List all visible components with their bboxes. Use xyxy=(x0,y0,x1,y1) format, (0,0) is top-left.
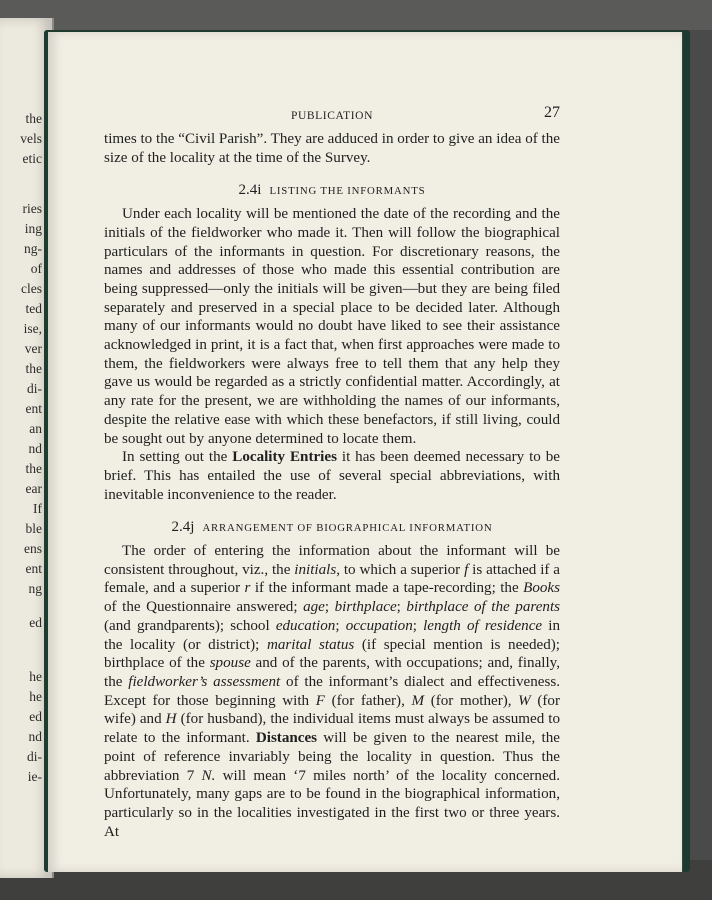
section-number: 2.4i xyxy=(238,182,262,199)
text-run: (if special mention is needed); birthplace of the xyxy=(104,636,561,672)
left-page-text-fragment: ear xyxy=(25,481,42,496)
left-page-text-fragment: ing xyxy=(24,221,42,236)
paragraph-intro: times to the “Civil Parish”. They are adduced in order to give an idea of the size of the locality at the time of the Survey. xyxy=(104,131,560,166)
left-page-text-fragment: etic xyxy=(22,151,42,166)
text-run: ; xyxy=(335,617,346,634)
left-page-text-fragment: ble xyxy=(25,521,42,536)
text-run: of the informant’s dialect and effectiveness. Except for those beginning with xyxy=(104,673,560,709)
paragraph-order-of-entries xyxy=(104,542,560,841)
text-run: ; xyxy=(396,599,407,616)
italic-term: r xyxy=(244,580,251,597)
text-run: of the Questionnaire answered; xyxy=(104,599,304,616)
left-page-text-fragment: the xyxy=(25,111,42,126)
text-run: in the locality (or district); xyxy=(104,617,561,653)
text-run: will be given to the nearest mile, the point of reference invariably being the locality in question. Thus the abbreviation 7 xyxy=(104,730,560,784)
left-page-text-fragment: ent xyxy=(25,561,42,576)
left-page-text-fragment: If xyxy=(33,501,42,516)
text-run: (for mother), xyxy=(424,692,519,709)
left-page-text-fragment: ries xyxy=(22,201,42,216)
text-run: is attached if a female, and a superior xyxy=(104,561,560,597)
page-number: 27 xyxy=(544,104,560,121)
section-title: LISTING THE INFORMANTS xyxy=(269,185,426,198)
italic-term: age xyxy=(303,599,325,616)
paragraph-locality-entries xyxy=(104,448,560,504)
text-run: ; xyxy=(324,599,335,616)
italic-term: initials xyxy=(294,561,337,578)
italic-term: fieldworker’s assessment xyxy=(128,673,281,690)
text-run: (for wife) and xyxy=(104,692,560,728)
italic-term: H xyxy=(165,711,177,728)
text-run: The order of entering the information about the informant will be consistent throughout, viz., the xyxy=(104,543,560,578)
section-title: ARRANGEMENT OF BIOGRAPHICAL INFORMATION xyxy=(202,522,493,535)
text-run: (and grandparents); school xyxy=(104,617,276,634)
italic-term: Books xyxy=(523,580,560,597)
italic-term: spouse xyxy=(209,655,251,672)
italic-term: M xyxy=(411,692,425,709)
italic-term: education xyxy=(275,617,336,634)
section-number: 2.4j xyxy=(171,519,195,536)
left-page-text-fragment: cles xyxy=(21,281,42,296)
left-page-text-fragment: ens xyxy=(24,541,42,556)
text-run: will mean ‘7 miles north’ of the locality concerned. Unfortunately, many gaps are to be found in the biographical information, particularly so in the localities investigated in the first two or three years. At xyxy=(104,767,560,840)
left-page-text-fragment: ed xyxy=(29,615,42,630)
backdrop-top xyxy=(0,0,712,30)
running-head xyxy=(104,104,560,124)
bold-term-locality-entries: Locality Entries xyxy=(232,449,337,466)
italic-term: f xyxy=(464,561,469,578)
left-page-text-fragment: ted xyxy=(25,301,42,316)
left-page-text-fragment: he xyxy=(29,669,42,684)
left-page-text-fragment: di- xyxy=(27,749,42,764)
italic-term: W xyxy=(518,692,531,709)
left-page-text-fragment: the xyxy=(25,361,42,376)
left-page-text-fragment: nd xyxy=(28,729,42,744)
left-page-text-fragment: ng xyxy=(28,581,42,596)
italic-term: birthplace of the parents xyxy=(406,599,561,616)
paragraph-informants: Under each locality will be mentioned the date of the recording and the initials of the fieldworker who made it. Then will follow the biographical particulars of the informants in question. For discretionary reasons, the names and addresses of those who made this essential contribution are being suppressed—only the initials will be given—but they are being filed separately and preserved in a special place to be decided later. Although many of our informants would no doubt have liked to see their assistance acknowledged in print, it is a fact that, when first approaches were made to them, the fieldworkers were always free to tell them that any help they gave us would be regarded as a strictly confidential matter. Accordingly, at any rate for the present, we are withholding the names of our informants, despite the relative ease with which these benefactors, if still living, could be sought out by anyone determined to locate them. xyxy=(104,206,560,447)
italic-term: N. xyxy=(201,767,216,784)
bold-term-distances: Distances xyxy=(255,730,318,747)
text-run: (for father), xyxy=(324,692,412,709)
italic-term: F xyxy=(315,692,325,709)
left-page-text-fragment: vels xyxy=(20,131,42,146)
section-heading-biographical-information xyxy=(104,518,560,538)
left-page-text-fragment: the xyxy=(25,461,42,476)
left-page-text-fragment: ise, xyxy=(23,321,42,336)
left-page-text-fragment: di- xyxy=(27,381,42,396)
left-page-text-fragment: ent xyxy=(25,401,42,416)
left-page-text-fragment: ie- xyxy=(27,769,42,784)
text-run: and of the parents, with occupations; and, finally, the xyxy=(104,655,561,690)
left-page-text-fragment: nd xyxy=(28,441,42,456)
italic-term: birthplace xyxy=(334,599,397,616)
text-run: , to which a superior xyxy=(336,561,465,578)
page-content xyxy=(104,104,560,841)
italic-term: length of residence xyxy=(423,617,543,634)
text-run: if the informant made a tape-recording; the xyxy=(250,580,524,597)
text-run: it has been deemed necessary to be brief. This has entailed the use of several special abbreviations, with inevitable inconvenience to the reader. xyxy=(104,449,560,503)
italic-term: occupation xyxy=(345,617,413,634)
section-heading-listing-informants xyxy=(104,181,560,201)
left-page-text-fragment: he xyxy=(29,689,42,704)
left-page-text-fragment: an xyxy=(29,421,42,436)
left-page-text-fragment: of xyxy=(30,261,42,276)
text-run: (for husband), the individual items must always be assumed to relate to the informant. xyxy=(104,711,560,747)
running-title: PUBLICATION xyxy=(291,110,373,122)
left-page-text-fragment: ed xyxy=(29,709,42,724)
left-page-text-fragment: ver xyxy=(24,341,42,356)
italic-term: marital status xyxy=(266,636,355,653)
left-page-text-fragment: ng- xyxy=(24,241,42,256)
text-run: In setting out the xyxy=(122,449,233,466)
text-run: ; xyxy=(412,617,424,634)
book-page xyxy=(48,32,682,872)
